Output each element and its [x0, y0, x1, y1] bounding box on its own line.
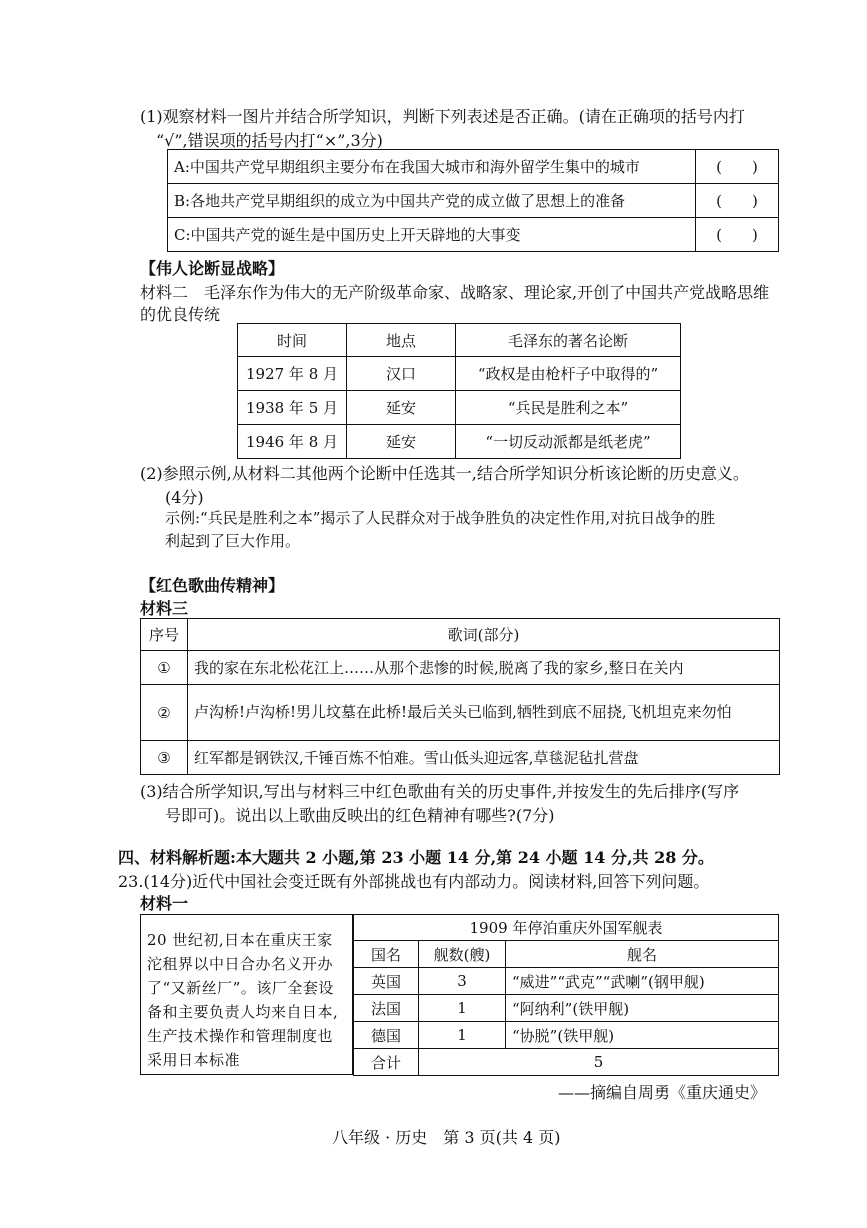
- section2-heading: 【伟人论断显战略】: [140, 259, 285, 278]
- q3-prompt-line1: (3)结合所学知识,写出与材料三中红色歌曲有关的历史事件,并按发生的先后排序(写序: [140, 782, 740, 801]
- table-cell: ②: [141, 685, 188, 741]
- table-cell: ①: [141, 651, 188, 685]
- table-cell: “兵民是胜利之本”: [456, 391, 681, 425]
- q1-statement-b: B:各地共产党早期组织的成立为中国共产党的成立做了思想上的准备: [168, 184, 696, 218]
- table-cell: 1927 年 8 月: [238, 357, 347, 391]
- q1-judgement-table: [167, 149, 779, 252]
- q1-statement-c: C:中国共产党的诞生是中国历史上开天辟地的大事变: [168, 218, 696, 252]
- part4-heading: 四、材料解析题:本大题共 2 小题,第 23 小题 14 分,第 24 小题 14 分,共 28 分。: [118, 848, 714, 867]
- q1-statement-a: A:中国共产党早期组织主要分布在我国大城市和海外留学生集中的城市: [168, 150, 696, 184]
- table-cell: 1: [419, 1022, 506, 1049]
- header-country: 国名: [354, 941, 419, 968]
- header-number: 序号: [141, 619, 188, 651]
- table-cell: 延安: [347, 425, 456, 459]
- header-quote: 毛泽东的著名论断: [456, 324, 681, 357]
- table-cell: “一切反动派都是纸老虎”: [456, 425, 681, 459]
- q3-prompt-line2: 号即可)。说出以上歌曲反映出的红色精神有哪些?(7分): [165, 806, 555, 825]
- table-cell: “阿纳利”(铁甲舰): [506, 995, 779, 1022]
- source-citation: ——摘编自周勇《重庆通史》: [558, 1083, 767, 1102]
- table-cell: 红军都是钢铁汉,千锤百炼不怕难。雪山低头迎远客,草毯泥毡扎营盘: [188, 741, 780, 775]
- table-cell: ③: [141, 741, 188, 775]
- table-cell: 英国: [354, 968, 419, 995]
- songs-table: [140, 618, 780, 775]
- q2-prompt-line1: (2)参照示例,从材料二其他两个论断中任选其一,结合所学知识分析该论断的历史意义。: [140, 464, 749, 483]
- material1-label: 材料一: [140, 894, 189, 913]
- table-cell: 3: [419, 968, 506, 995]
- material1-text-box: 20 世纪初,日本在重庆王家沱租界以中日合办名义开办了“又新丝厂”。该厂全套设备和主要负责人均来自日本,生产技术操作和管理制度也采用日本标准: [140, 914, 353, 1075]
- warships-table-title: 1909 年停泊重庆外国军舰表: [354, 915, 779, 941]
- page-footer: 八年级 · 历史 第 3 页(共 4 页): [332, 1128, 561, 1147]
- q23-prompt: 23.(14分)近代中国社会变迁既有外部挑战也有内部动力。阅读材料,回答下列问题。: [118, 872, 710, 891]
- table-cell: 汉口: [347, 357, 456, 391]
- q2-example-line1: 示例:“兵民是胜利之本”揭示了人民群众对于战争胜负的决定性作用,对抗日战争的胜: [165, 509, 716, 527]
- q2-example-line2: 利起到了巨大作用。: [165, 532, 301, 550]
- table-cell: 卢沟桥!卢沟桥!男儿坟墓在此桥!最后关头已临到,牺牲到底不屈挠,飞机坦克来勿怕: [188, 685, 780, 741]
- table-cell: 我的家在东北松花江上……从那个悲惨的时候,脱离了我的家乡,整日在关内: [188, 651, 780, 685]
- table-cell: “政权是由枪杆子中取得的”: [456, 357, 681, 391]
- header-ship-names: 舰名: [506, 941, 779, 968]
- header-lyrics: 歌词(部分): [188, 619, 780, 651]
- header-time: 时间: [238, 324, 347, 357]
- q1-answer-b[interactable]: ( ): [696, 184, 779, 218]
- table-cell: 1: [419, 995, 506, 1022]
- q1-answer-a[interactable]: ( ): [696, 150, 779, 184]
- table-cell: 1938 年 5 月: [238, 391, 347, 425]
- q2-prompt-line2: (4分): [165, 488, 204, 507]
- table-cell: 法国: [354, 995, 419, 1022]
- total-value: 5: [419, 1049, 779, 1076]
- header-place: 地点: [347, 324, 456, 357]
- section3-heading: 【红色歌曲传精神】: [140, 576, 285, 595]
- q1-prompt-line2: “√”,错误项的括号内打“×”,3分): [156, 131, 383, 150]
- warships-table: [353, 914, 779, 1076]
- material2-line2: 的优良传统: [140, 305, 221, 324]
- table-cell: “威进”“武克”“武喇”(钢甲舰): [506, 968, 779, 995]
- table-cell: 1946 年 8 月: [238, 425, 347, 459]
- header-ship-count: 舰数(艘): [419, 941, 506, 968]
- material2-line1: 材料二 毛泽东作为伟大的无产阶级革命家、战略家、理论家,开创了中国共产党战略思维: [140, 283, 770, 302]
- table-cell: 延安: [347, 391, 456, 425]
- q1-prompt-line1: (1)观察材料一图片并结合所学知识，判断下列表述是否正确。(请在正确项的括号内打: [140, 107, 745, 126]
- material3-label: 材料三: [140, 599, 189, 618]
- mao-quotes-table: [237, 323, 681, 459]
- table-cell: 德国: [354, 1022, 419, 1049]
- q1-answer-c[interactable]: ( ): [696, 218, 779, 252]
- table-cell: “协脱”(铁甲舰): [506, 1022, 779, 1049]
- total-label: 合计: [354, 1049, 419, 1076]
